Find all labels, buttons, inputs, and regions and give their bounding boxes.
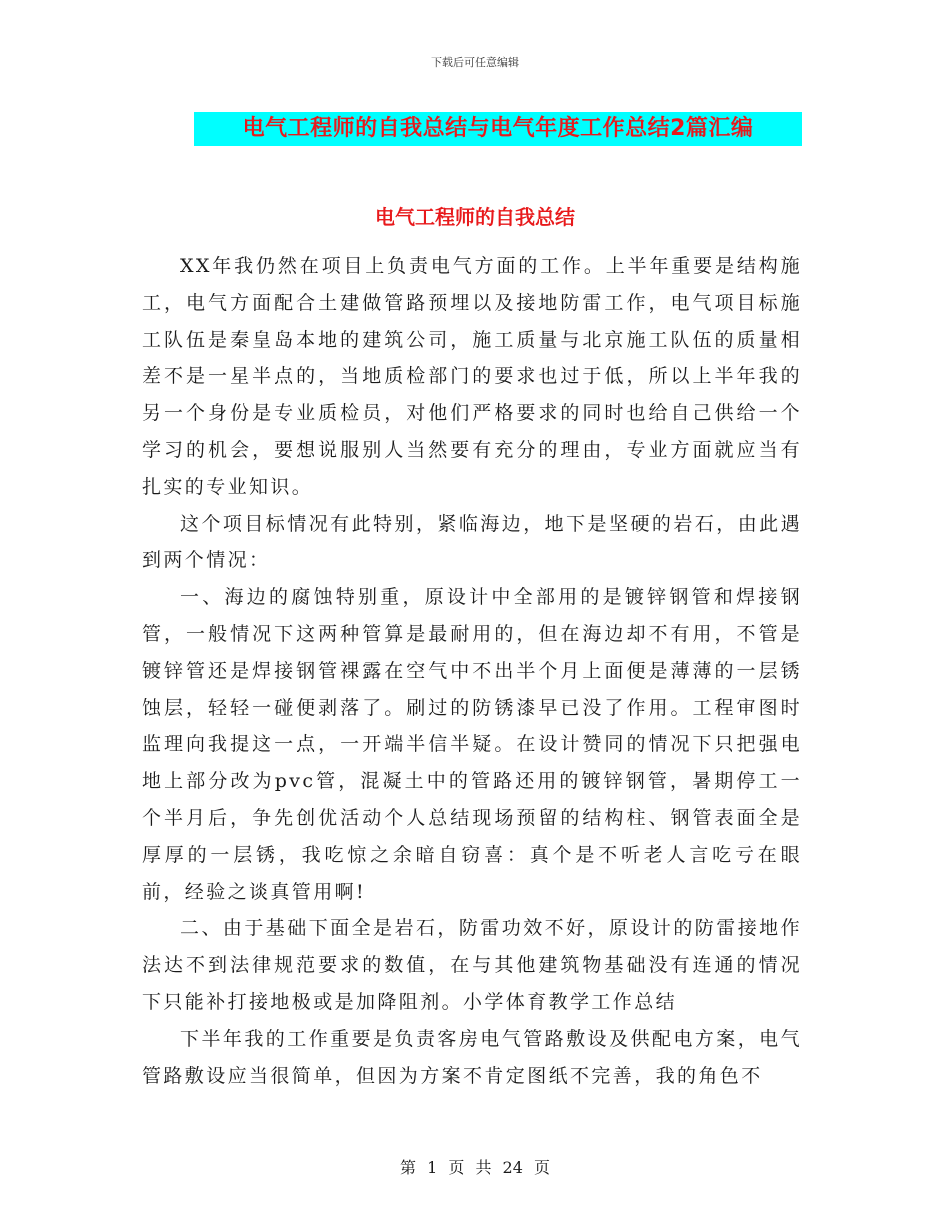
document-body [142, 248, 802, 1094]
section-title: 电气工程师的自我总结 [375, 205, 575, 229]
paragraph: 下半年我的工作重要是负责客房电气管路敷设及供配电方案，电气管路敷设应当很简单，但因为方案不肯定图纸不完善，我的角色不 [142, 1027, 802, 1087]
paragraph: XX年我仍然在项目上负责电气方面的工作。上半年重要是结构施工，电气方面配合土建做管路预埋以及接地防雷工作，电气项目标施工队伍是秦皇岛本地的建筑公司，施工质量与北京施工队伍的质量相差不是一星半点的，当地质检部门的要求也过于低，所以上半年我的另一个身份是专业质检员，对他们严格要求的同时也给自己供给一个学习的机会，要想说服别人当然要有充分的理由，专业方面就应当有扎实的专业知识。 [142, 255, 802, 498]
paragraph: 二、由于基础下面全是岩石，防雷功效不好，原设计的防雷接地作法达不到法律规范要求的数值，在与其他建筑物基础没有连通的情况下只能补打接地极或是加降阻剂。小学体育教学工作总结 [142, 917, 802, 1013]
paragraph: 这个项目标情况有此特别，紧临海边，地下是坚硬的岩石，由此遇到两个情况： [142, 512, 802, 572]
page-header-note: 下载后可任意编辑 [431, 56, 519, 69]
document-title-highlight [194, 112, 802, 146]
page-footer: 第 1 页 共 24 页 [400, 1158, 550, 1177]
document-title: 电气工程师的自我总结与电气年度工作总结2篇汇编 [242, 116, 754, 141]
paragraph: 一、海边的腐蚀特别重，原设计中全部用的是镀锌钢管和焊接钢管，一般情况下这两种管算是最耐用的，但在海边却不有用，不管是镀锌管还是焊接钢管裸露在空气中不出半个月上面便是薄薄的一层锈蚀层，轻轻一碰便剥落了。刷过的防锈漆早已没了作用。工程审图时监理向我提这一点，一开端半信半疑。在设计赞同的情况下只把强电地上部分改为pvc管，混凝土中的管路还用的镀锌钢管，暑期停工一个半月后，争先创优活动个人总结现场预留的结构柱、钢管表面全是厚厚的一层锈，我吃惊之余暗自窃喜：真个是不听老人言吃亏在眼前，经验之谈真管用啊! [142, 586, 802, 903]
